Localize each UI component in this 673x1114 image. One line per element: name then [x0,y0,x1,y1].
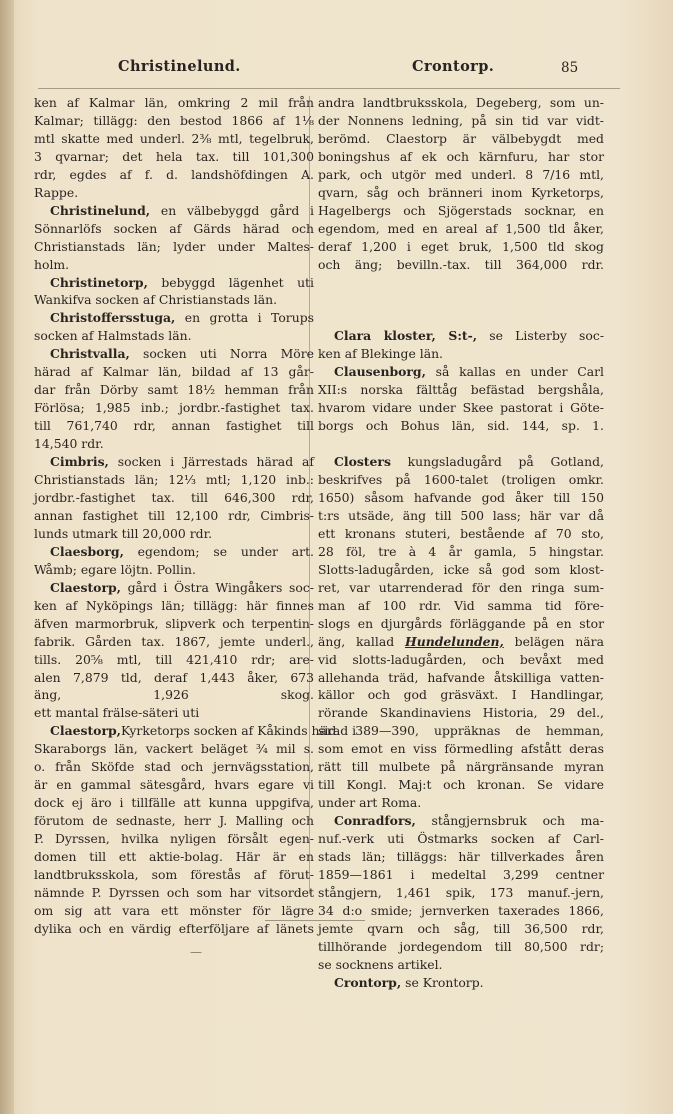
entry-line: Crontorp, se Krontorp. [334,974,484,990]
text-line: mtl skatte med underl. 2⅜ mtl, tegelbruk, [34,130,314,146]
text-line: som emot en viss förmedling afstått deras [318,741,604,757]
entry-headword: Crontorp, [334,974,402,990]
text-line: ken af Blekinge län. [318,346,443,362]
text-line [318,435,604,453]
text-line: tills. 20⅝ mtl, till 421,410 rdr; are- [34,651,314,667]
page-header [0,58,673,82]
text-line: boningshus af ek och kärnfuru, har stor [318,148,604,164]
entry-line: Cimbris, socken i Järrestads härad af [50,454,314,470]
entry-line: Christinelund, en välbebyggd gård i [50,202,314,218]
text-line: jordbr.-fastighet tax. till 646,300 rdr, [34,489,314,505]
text-line [318,291,604,309]
text-line: Skaraborgs län, vackert beläget ¾ mil s. [34,741,314,757]
text-line: om sig att vara ett mönster för lägre [34,902,314,918]
text-line: socken af Halmstads län. [34,328,192,344]
text-line: Sönnarlöfs socken af Gärds härad och [34,220,314,236]
text-line: dar från Dörby samt 18½ hemman från [34,382,314,398]
text-line: källor och god gräsväxt. I Handlingar, [318,687,604,703]
text-line: ken af Kalmar län, omkring 2 mil från [34,95,314,110]
text-line: andra landtbruksskola, Degeberg, som un- [318,95,604,110]
text-line: fabrik. Gården tax. 1867, jemte underl., [34,633,314,649]
italic-term: Hundelunden, [404,633,504,649]
running-head-right: Crontorp. [412,58,495,75]
text-line: sid. 389—390, uppräknas de hemman, [318,723,604,739]
entry-line: Clara kloster, S:t-, se Listerby soc- [334,328,605,344]
text-line: 1650) såsom hafvande god åker till 150 [318,489,604,505]
entry-headword: Christinelund, [50,202,151,218]
entry-headword: Claestorp, [50,579,121,595]
footer-rule [265,920,365,921]
right-column [318,94,604,992]
book-binding-edge [0,0,14,1114]
text-line: man af 100 rdr. Vid samma tid före- [318,597,604,613]
entry-headword: Claestorp, [50,723,121,739]
text-line: borgs och Bohus län, sid. 144, sp. 1. [318,418,604,434]
text-line: 34 d:o smide; jernverken taxerades 1866, [318,902,604,918]
text-line: o. från Sköfde stad och jernvägsstation, [34,759,314,775]
text-line: Wåmb; egare löjtn. Pollin. [34,561,196,577]
text-line [318,274,604,292]
entry-line: Clausenborg, så kallas en under Carl [334,364,604,380]
text-line: Christianstads län; lyder under Maltes- [34,238,314,254]
left-column [34,94,357,992]
text-line [34,938,314,956]
text-line: förutom de sednaste, herr J. Malling och [34,813,314,829]
text-line: stads län; tilläggs: här tillverkades åren [318,849,604,865]
text-line: rdr, egdes af f. d. landshöfdingen A. [34,166,314,182]
text-line: vid slotts-ladugården, och bevåxt med [318,651,604,667]
text-line: och äng; bevilln.-tax. till 364,000 rdr. [318,256,604,272]
text-line: är en gammal sätesgård, hvars egare vi [34,777,314,793]
text-line: stångjern, 1,461 spik, 173 manuf.-jern, [318,884,604,900]
entry-headword: Clara kloster, S:t-, [334,328,478,344]
text-line: holm. [34,256,70,272]
text-line: jemte qvarn och såg, till 36,500 rdr, [318,920,604,936]
entry-line: Claestorp, gård i Östra Wingåkers soc- [50,579,314,595]
entry-line: Claestorp,Kyrketorps socken af Kåkinds härad i [50,723,357,739]
page-number: 85 [561,60,579,76]
text-line: äng, kallad Hundelunden, belägen nära [318,633,604,649]
text-line: landtbruksskola, som förestås af förut- [34,866,314,882]
entry-headword: Closters [334,454,391,470]
text-line [34,956,314,974]
text-line: nuf.-verk uti Östmarks socken af Carl- [318,831,604,847]
text-line: P. Dyrssen, hvilka nyligen försålt egen- [34,831,314,847]
text-line: 28 föl, tre à 4 år gamla, 5 hingstar. [318,543,604,559]
text-line [318,309,604,327]
text-line: hvarom vidare under Skee pastorat i Göte- [318,400,604,416]
text-line: nämnde P. Dyrssen och som har vitsordet [34,884,314,900]
text-line: slogs en djurgårds förläggande på en stor [318,615,604,631]
entry-headword: Clausenborg, [334,364,426,380]
text-line: ret, var utarrenderad för den ringa sum- [318,579,604,595]
entry-line: Christvalla, socken uti Norra Möre [50,346,314,362]
entry-headword: Christvalla, [50,346,130,362]
text-line: rätt till mulbete på närgränsande myran [318,759,604,775]
text-line: Wankifva socken af Christianstads län. [34,292,278,308]
text-line: XII:s norska fälttåg befästad bergshåla, [318,382,604,398]
text-line: Förlösa; 1,985 inb.; jordbr.-fastighet tax. [34,400,314,416]
text-line: annan fastighet till 12,100 rdr, Cimbris- [34,507,314,523]
entry-headword: Christoffersstuga, [50,310,176,326]
entry-headword: Christinetorp, [50,274,148,290]
text-line: se socknens artikel. [318,956,443,972]
text-line: under art Roma. [318,795,422,811]
text-line: äfven marmorbruk, slipverk och terpentin- [34,615,314,631]
text-line: lunds utmark till 20,000 rdr. [34,525,213,541]
text-line: ett mantal frälse-säteri uti [34,705,200,721]
entry-headword: Claesborg, [50,543,124,559]
entry-line: Claesborg, egendom; se under art. [50,543,314,559]
entry-line: Closters kungsladugård på Gotland, [334,454,604,470]
text-line: äng, 1,926 skog. [34,687,314,703]
text-line: der Nonnens ledning, på sin tid var vidt- [318,112,604,128]
text-line: beskrifves på 1600-talet (troligen omkr. [318,472,604,488]
text-line: ett kronans stuteri, bestående af 70 sto, [318,525,604,541]
entry-headword: Conradfors, [334,813,416,829]
text-line: alen 7,879 tld, deraf 1,443 åker, 673 [34,669,314,685]
text-line: dock ej äro i tillfälle att kunna uppgifva, [34,795,314,811]
text-line: Hagelbergs och Sjögerstads socknar, en [318,202,604,218]
text-line: deraf 1,200 i eget bruk, 1,500 tld skog [318,238,604,254]
text-line: 14,540 rdr. [34,436,104,452]
text-line: dylika och en värdig efterföljare af länets [34,920,314,936]
text-line: till 761,740 rdr, annan fastighet till [34,418,314,434]
text-line [34,974,314,992]
text-line: domen till ett aktie-bolag. Här är en [34,849,314,865]
footer-mark: — [190,945,202,959]
text-line: Rappe. [34,184,79,200]
text-line: Slotts-ladugården, icke så god som klost- [318,561,604,577]
text-line: Kalmar; tillägg: den bestod 1866 af 1⅛ [34,112,314,128]
text-line: t:rs utsäde, äng till 500 lass; här var då [318,507,604,523]
text-line: qvarn, såg och bränneri inom Kyrketorps, [318,184,604,200]
text-line: rörande Skandinaviens Historia, 29 del., [318,705,604,721]
text-line: allehanda träd, hafvande åtskilliga vatten- [318,669,604,685]
text-line: tillhörande jordegendom till 80,500 rdr; [318,938,604,954]
running-head-left: Christinelund. [118,58,241,75]
text-line: egendom, med en areal af 1,500 tld åker, [318,220,604,236]
text-line: till Kongl. Maj:t och kronan. Se vidare [318,777,604,793]
entry-headword: Cimbris, [50,454,109,470]
text-line: 3 qvarnar; det hela tax. till 101,300 [34,148,314,164]
text-line: park, och utgör med underl. 8 7/16 mtl, [318,166,604,182]
entry-line: Christinetorp, bebyggd lägenhet uti [50,274,314,290]
text-line: berömd. Claestorp är välbebygdt med [318,130,604,146]
header-rule [38,88,620,89]
text-line: härad af Kalmar län, bildad af 13 går- [34,364,314,380]
entry-line: Christoffersstuga, en grotta i Torups [50,310,314,326]
entry-line: Conradfors, stångjernsbruk och ma- [334,813,604,829]
text-line: Christianstads län; 12⅓ mtl; 1,120 inb.: [34,472,314,488]
text-line: 1859—1861 i medeltal 3,299 centner [318,866,604,882]
text-line: ken af Nyköpings län; tillägg: här finnes [34,597,314,613]
